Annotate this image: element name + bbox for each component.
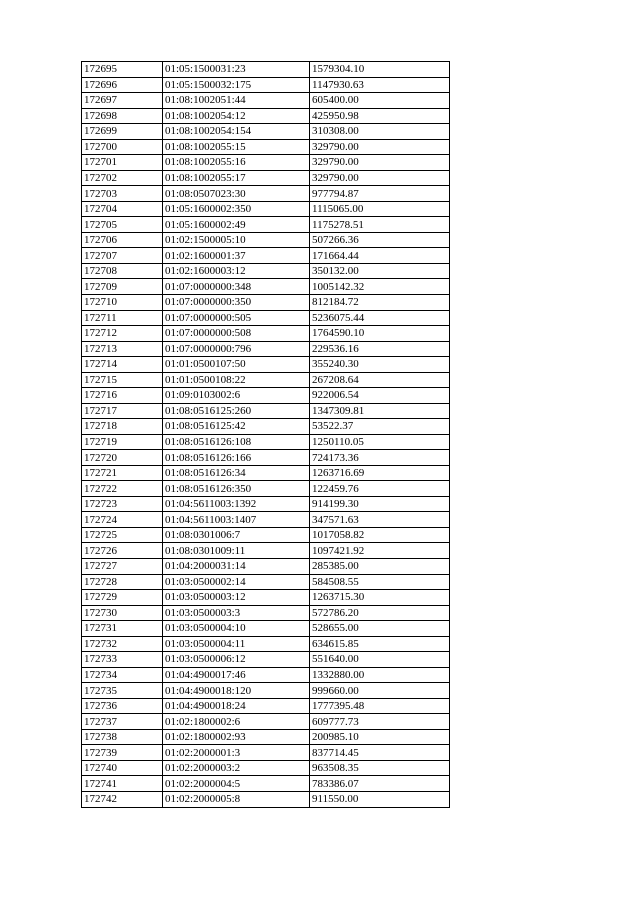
row-number-cell: 172704 [82, 201, 163, 217]
table-row [82, 527, 450, 543]
row-number-cell: 172726 [82, 543, 163, 559]
table-row [82, 201, 450, 217]
table-row [82, 683, 450, 699]
row-number-cell: 172739 [82, 745, 163, 761]
value-cell: 1263716.69 [310, 465, 450, 481]
table-row [82, 372, 450, 388]
table-row [82, 605, 450, 621]
table-row [82, 481, 450, 497]
table-row [82, 248, 450, 264]
table-row [82, 232, 450, 248]
table-row [82, 729, 450, 745]
cadastral-number-cell: 01:04:4900018:120 [163, 683, 310, 699]
value-cell: 171664.44 [310, 248, 450, 264]
table-row [82, 263, 450, 279]
row-number-cell: 172720 [82, 450, 163, 466]
cadastral-number-cell: 01:08:1002055:16 [163, 155, 310, 171]
cadastral-number-cell: 01:03:0500003:3 [163, 605, 310, 621]
value-cell: 425950.98 [310, 108, 450, 124]
row-number-cell: 172709 [82, 279, 163, 295]
table-row [82, 543, 450, 559]
row-number-cell: 172716 [82, 388, 163, 404]
value-cell: 528655.00 [310, 621, 450, 637]
row-number-cell: 172719 [82, 434, 163, 450]
row-number-cell: 172695 [82, 62, 163, 78]
cadastral-number-cell: 01:08:1002054:154 [163, 124, 310, 140]
value-cell: 1347309.81 [310, 403, 450, 419]
cadastral-number-cell: 01:02:1500005:10 [163, 232, 310, 248]
cadastral-number-cell: 01:07:0000000:508 [163, 326, 310, 342]
value-cell: 329790.00 [310, 139, 450, 155]
value-cell: 572786.20 [310, 605, 450, 621]
cadastral-number-cell: 01:08:0516125:42 [163, 419, 310, 435]
row-number-cell: 172732 [82, 636, 163, 652]
cadastral-number-cell: 01:04:5611003:1407 [163, 512, 310, 528]
cadastral-number-cell: 01:04:4900018:24 [163, 698, 310, 714]
row-number-cell: 172735 [82, 683, 163, 699]
cadastral-number-cell: 01:02:2000004:5 [163, 776, 310, 792]
cadastral-number-cell: 01:07:0000000:505 [163, 310, 310, 326]
cadastral-number-cell: 01:08:0516126:350 [163, 481, 310, 497]
row-number-cell: 172714 [82, 357, 163, 373]
table-row [82, 124, 450, 140]
value-cell: 1250110.05 [310, 434, 450, 450]
table-body [82, 62, 450, 808]
value-cell: 5236075.44 [310, 310, 450, 326]
value-cell: 1777395.48 [310, 698, 450, 714]
value-cell: 1115065.00 [310, 201, 450, 217]
cadastral-number-cell: 01:05:1600002:350 [163, 201, 310, 217]
cadastral-number-cell: 01:04:5611003:1392 [163, 496, 310, 512]
cadastral-number-cell: 01:03:0500004:10 [163, 621, 310, 637]
table-row [82, 434, 450, 450]
cadastral-number-cell: 01:08:0516126:34 [163, 465, 310, 481]
cadastral-number-cell: 01:08:1002051:44 [163, 93, 310, 109]
row-number-cell: 172707 [82, 248, 163, 264]
value-cell: 999660.00 [310, 683, 450, 699]
table-row [82, 496, 450, 512]
table-row [82, 450, 450, 466]
cadastral-number-cell: 01:05:1600002:49 [163, 217, 310, 233]
row-number-cell: 172712 [82, 326, 163, 342]
value-cell: 724173.36 [310, 450, 450, 466]
value-cell: 977794.87 [310, 186, 450, 202]
row-number-cell: 172731 [82, 621, 163, 637]
table-row [82, 636, 450, 652]
value-cell: 812184.72 [310, 294, 450, 310]
table-row [82, 419, 450, 435]
cadastral-number-cell: 01:04:4900017:46 [163, 667, 310, 683]
table-row [82, 574, 450, 590]
value-cell: 200985.10 [310, 729, 450, 745]
table-row [82, 310, 450, 326]
row-number-cell: 172727 [82, 559, 163, 575]
row-number-cell: 172713 [82, 341, 163, 357]
value-cell: 911550.00 [310, 791, 450, 807]
cadastral-number-cell: 01:05:1500031:23 [163, 62, 310, 78]
row-number-cell: 172723 [82, 496, 163, 512]
value-cell: 310308.00 [310, 124, 450, 140]
value-cell: 1147930.63 [310, 77, 450, 93]
row-number-cell: 172736 [82, 698, 163, 714]
value-cell: 329790.00 [310, 155, 450, 171]
cadastral-number-cell: 01:07:0000000:796 [163, 341, 310, 357]
cadastral-number-cell: 01:08:1002054:12 [163, 108, 310, 124]
cadastral-number-cell: 01:08:0516126:108 [163, 434, 310, 450]
row-number-cell: 172703 [82, 186, 163, 202]
row-number-cell: 172742 [82, 791, 163, 807]
table-row [82, 760, 450, 776]
cadastral-number-cell: 01:07:0000000:350 [163, 294, 310, 310]
cadastral-number-cell: 01:03:0500002:14 [163, 574, 310, 590]
table-row [82, 559, 450, 575]
value-cell: 1175278.51 [310, 217, 450, 233]
cadastral-number-cell: 01:02:1800002:6 [163, 714, 310, 730]
table-row [82, 326, 450, 342]
cadastral-number-cell: 01:03:0500004:11 [163, 636, 310, 652]
value-cell: 914199.30 [310, 496, 450, 512]
row-number-cell: 172733 [82, 652, 163, 668]
data-sheet [81, 61, 449, 808]
value-cell: 783386.07 [310, 776, 450, 792]
table-row [82, 621, 450, 637]
row-number-cell: 172721 [82, 465, 163, 481]
table-row [82, 590, 450, 606]
row-number-cell: 172738 [82, 729, 163, 745]
cadastral-number-cell: 01:01:0500108:22 [163, 372, 310, 388]
value-cell: 609777.73 [310, 714, 450, 730]
table-row [82, 62, 450, 78]
row-number-cell: 172722 [82, 481, 163, 497]
value-cell: 1263715.30 [310, 590, 450, 606]
cadastral-number-cell: 01:08:0301009:11 [163, 543, 310, 559]
row-number-cell: 172729 [82, 590, 163, 606]
value-cell: 1579304.10 [310, 62, 450, 78]
cadastral-number-cell: 01:02:2000003:2 [163, 760, 310, 776]
table-row [82, 357, 450, 373]
cadastral-number-cell: 01:01:0500107:50 [163, 357, 310, 373]
table-row [82, 341, 450, 357]
cadastral-number-cell: 01:08:1002055:17 [163, 170, 310, 186]
value-cell: 267208.64 [310, 372, 450, 388]
row-number-cell: 172702 [82, 170, 163, 186]
table-row [82, 388, 450, 404]
cadastral-number-cell: 01:02:1600001:37 [163, 248, 310, 264]
table-row [82, 698, 450, 714]
table-row [82, 139, 450, 155]
table-row [82, 93, 450, 109]
table-row [82, 667, 450, 683]
table-row [82, 170, 450, 186]
cadastral-number-cell: 01:02:1600003:12 [163, 263, 310, 279]
value-cell: 355240.30 [310, 357, 450, 373]
value-cell: 122459.76 [310, 481, 450, 497]
value-cell: 1097421.92 [310, 543, 450, 559]
value-cell: 507266.36 [310, 232, 450, 248]
row-number-cell: 172734 [82, 667, 163, 683]
cadastral-number-cell: 01:04:2000031:14 [163, 559, 310, 575]
cadastral-number-cell: 01:03:0500006:12 [163, 652, 310, 668]
row-number-cell: 172725 [82, 527, 163, 543]
table-row [82, 108, 450, 124]
value-cell: 605400.00 [310, 93, 450, 109]
row-number-cell: 172699 [82, 124, 163, 140]
row-number-cell: 172710 [82, 294, 163, 310]
row-number-cell: 172741 [82, 776, 163, 792]
table-row [82, 791, 450, 807]
row-number-cell: 172700 [82, 139, 163, 155]
table-row [82, 776, 450, 792]
value-cell: 1017058.82 [310, 527, 450, 543]
table-row [82, 512, 450, 528]
row-number-cell: 172698 [82, 108, 163, 124]
cadastral-number-cell: 01:03:0500003:12 [163, 590, 310, 606]
row-number-cell: 172717 [82, 403, 163, 419]
table-row [82, 279, 450, 295]
row-number-cell: 172696 [82, 77, 163, 93]
value-cell: 350132.00 [310, 263, 450, 279]
value-cell: 1764590.10 [310, 326, 450, 342]
value-cell: 634615.85 [310, 636, 450, 652]
row-number-cell: 172697 [82, 93, 163, 109]
cadastral-number-cell: 01:02:2000001:3 [163, 745, 310, 761]
table-row [82, 217, 450, 233]
value-cell: 922006.54 [310, 388, 450, 404]
table-row [82, 155, 450, 171]
table-row [82, 714, 450, 730]
row-number-cell: 172708 [82, 263, 163, 279]
cadastral-number-cell: 01:07:0000000:348 [163, 279, 310, 295]
value-cell: 285385.00 [310, 559, 450, 575]
row-number-cell: 172705 [82, 217, 163, 233]
cadastral-number-cell: 01:05:1500032:175 [163, 77, 310, 93]
row-number-cell: 172711 [82, 310, 163, 326]
row-number-cell: 172737 [82, 714, 163, 730]
value-cell: 551640.00 [310, 652, 450, 668]
value-cell: 1005142.32 [310, 279, 450, 295]
table-row [82, 294, 450, 310]
table-row [82, 77, 450, 93]
value-cell: 963508.35 [310, 760, 450, 776]
row-number-cell: 172715 [82, 372, 163, 388]
cadastral-number-cell: 01:02:1800002:93 [163, 729, 310, 745]
cadastral-number-cell: 01:08:0516126:166 [163, 450, 310, 466]
table-row [82, 745, 450, 761]
cadastral-number-cell: 01:08:0507023:30 [163, 186, 310, 202]
row-number-cell: 172706 [82, 232, 163, 248]
row-number-cell: 172724 [82, 512, 163, 528]
cadastral-number-cell: 01:08:0301006:7 [163, 527, 310, 543]
row-number-cell: 172728 [82, 574, 163, 590]
row-number-cell: 172701 [82, 155, 163, 171]
table-row [82, 403, 450, 419]
cadastral-number-cell: 01:08:0516125:260 [163, 403, 310, 419]
cadastral-number-cell: 01:08:1002055:15 [163, 139, 310, 155]
row-number-cell: 172740 [82, 760, 163, 776]
value-cell: 584508.55 [310, 574, 450, 590]
table-row [82, 186, 450, 202]
value-cell: 347571.63 [310, 512, 450, 528]
table-row [82, 465, 450, 481]
row-number-cell: 172718 [82, 419, 163, 435]
value-cell: 329790.00 [310, 170, 450, 186]
value-cell: 837714.45 [310, 745, 450, 761]
cadastral-number-cell: 01:09:0103002:6 [163, 388, 310, 404]
value-cell: 1332880.00 [310, 667, 450, 683]
cadastral-number-cell: 01:02:2000005:8 [163, 791, 310, 807]
value-cell: 53522.37 [310, 419, 450, 435]
table-row [82, 652, 450, 668]
data-table [81, 61, 450, 808]
value-cell: 229536.16 [310, 341, 450, 357]
row-number-cell: 172730 [82, 605, 163, 621]
